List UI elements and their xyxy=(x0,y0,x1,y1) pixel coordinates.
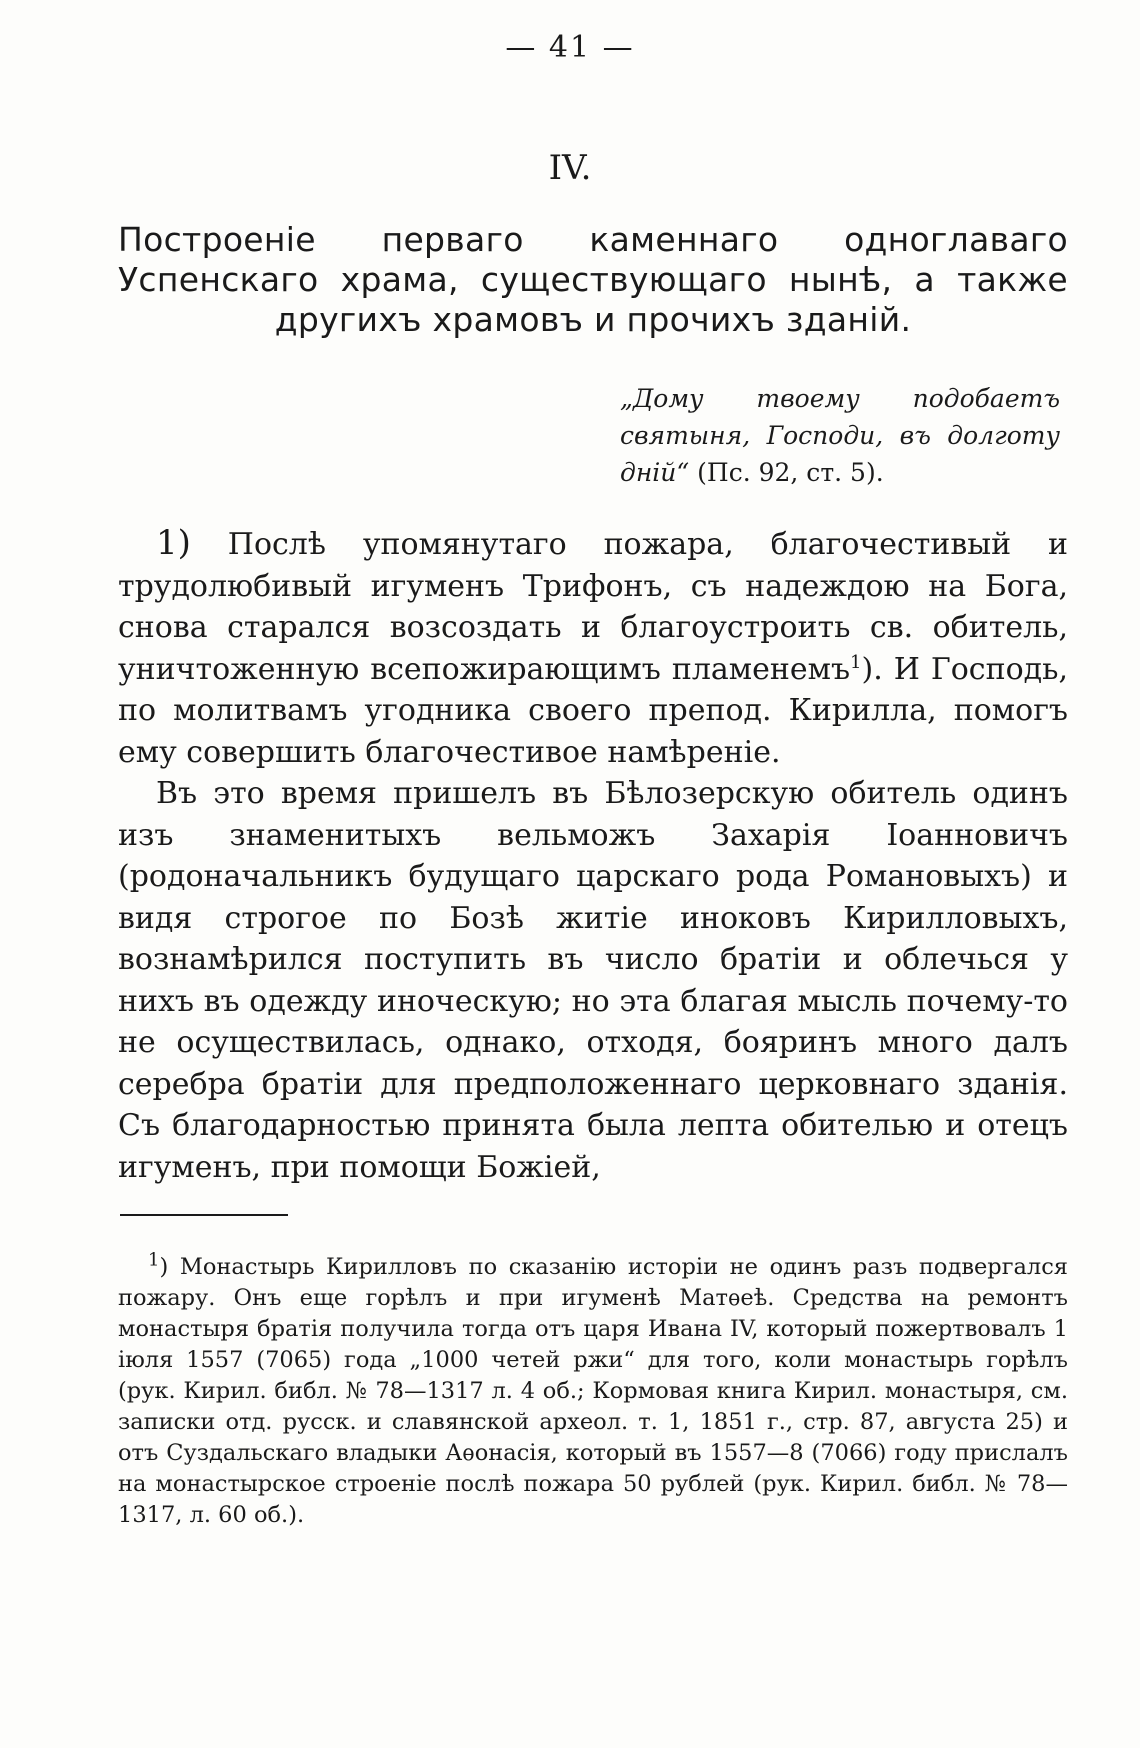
footnote xyxy=(118,1249,1068,1531)
chapter-numeral: IV. xyxy=(548,148,592,188)
epigraph-quote: „Дому твоему подобаетъ святыня, Господи, въ долготу дній“ xyxy=(620,384,1060,487)
epigraph xyxy=(620,380,1060,491)
paragraph-2: Въ это время пришелъ въ Бѣлозерскую обитель одинъ изъ знаменитыхъ вельможъ Захарія Іоанновичъ (родоначальникъ будущаго царскаго рода Романовыхъ) и видя строгое по Бозѣ житіе иноковъ Кирилловыхъ, вознамѣрился поступить въ число братіи и облечься у нихъ въ одежду иноческую; но эта благая мысль почему-то не осуществилась, однако, отходя, бояринъ много далъ серебра братіи для предположеннаго церковнаго зданія. Съ благодарностью принята была лепта обителью и отецъ игуменъ, при помощи Божіей, xyxy=(118,776,1068,1185)
footnote-marker: 1 xyxy=(148,1249,160,1271)
footnote-ref: 1 xyxy=(850,651,862,673)
epigraph-source: (Пс. 92, ст. 5). xyxy=(697,458,884,487)
footnote-divider xyxy=(120,1214,288,1216)
chapter-title: Построеніе перваго каменнаго одноглаваго Успенскаго храма, существующаго нынѣ, а также другихъ храмовъ и прочихъ зданій. xyxy=(118,220,1068,339)
paragraph-1 xyxy=(118,523,1068,773)
paragraph-1-text-continued: ). И Господь, по молитвамъ угодника своего препод. Кирилла, помогъ ему совершить благочестивое намѣреніе. xyxy=(118,651,1068,770)
main-text xyxy=(118,523,1068,1188)
footnote-text: ) Монастырь Кирилловъ по сказанію исторіи не одинъ разъ подвергался пожару. Онъ еще горѣлъ и при игуменѣ Матѳеѣ. Средства на ремонтъ монастыря братія получила тогда отъ царя Ивана IV, который пожертвовалъ 1 іюля 1557 (7065) года „1000 четей ржи“ для того, коли монастырь горѣлъ (рук. Кирил. библ. № 78—1317 л. 4 об.; Кормовая книга Кирил. монастыря, см. записки отд. русск. и славянской археол. т. 1, 1851 г., стр. 87, августа 25) и отъ Суздальскаго владыки Аѳонасія, который въ 1557—8 (7066) году прислалъ на монастырское строеніе послѣ пожара 50 рублей (рук. Кирил. библ. № 78—1317, л. 60 об.). xyxy=(118,1254,1068,1528)
paragraph-1-text: Послѣ упомянутаго пожара, благочестивый и трудолюбивый игуменъ Трифонъ, съ надеждою на Бога, снова старался возсоздать и благоустроить св. обитель, уничтоженную всепожирающимъ пламенемъ xyxy=(118,527,1068,687)
page-number: — 41 — xyxy=(505,30,635,65)
paragraph-number: 1) xyxy=(156,523,191,563)
